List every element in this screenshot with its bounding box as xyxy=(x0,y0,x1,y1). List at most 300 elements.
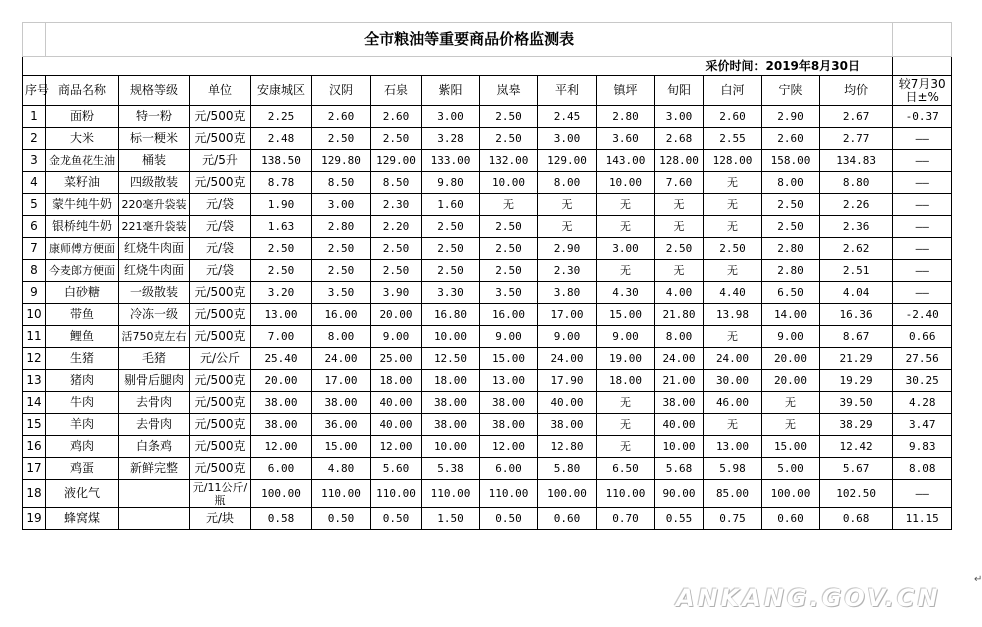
change-percent-cell: —— xyxy=(893,150,952,172)
price-cell: 36.00 xyxy=(312,414,371,436)
row-number-cell: 19 xyxy=(23,508,46,530)
change-percent-cell: —— xyxy=(893,260,952,282)
return-mark: ↵ xyxy=(974,574,982,585)
collection-date: 采价时间：2019年8月30日 xyxy=(704,57,893,76)
product-name-cell: 菜籽油 xyxy=(46,172,119,194)
price-cell: 1.60 xyxy=(422,194,480,216)
price-cell: 10.00 xyxy=(422,326,480,348)
row-number-cell: 13 xyxy=(23,370,46,392)
table-row xyxy=(23,150,952,172)
price-cell: 18.00 xyxy=(597,370,655,392)
change-percent-cell: 30.25 xyxy=(893,370,952,392)
price-cell: 15.00 xyxy=(312,436,371,458)
price-cell: 0.50 xyxy=(371,508,422,530)
row-number-cell: 2 xyxy=(23,128,46,150)
header-cell: 岚皋 xyxy=(480,76,538,106)
average-price-cell: 39.50 xyxy=(820,392,893,414)
price-cell: 129.00 xyxy=(371,150,422,172)
price-cell: 18.00 xyxy=(422,370,480,392)
header-row xyxy=(23,76,952,106)
price-cell: 2.48 xyxy=(251,128,312,150)
header-cell: 紫阳 xyxy=(422,76,480,106)
price-cell: 3.00 xyxy=(312,194,371,216)
product-name-cell: 蜂窝煤 xyxy=(46,508,119,530)
price-cell: 8.78 xyxy=(251,172,312,194)
average-price-cell: 2.77 xyxy=(820,128,893,150)
table-row xyxy=(23,480,952,508)
price-cell: 38.00 xyxy=(480,414,538,436)
price-cell: 2.50 xyxy=(762,216,820,238)
price-cell: 40.00 xyxy=(655,414,704,436)
price-cell: 1.90 xyxy=(251,194,312,216)
spec-cell: 去骨肉 xyxy=(119,392,190,414)
price-cell: 38.00 xyxy=(422,392,480,414)
price-cell: 38.00 xyxy=(480,392,538,414)
price-cell: 12.00 xyxy=(371,436,422,458)
price-cell: 6.00 xyxy=(480,458,538,480)
product-name-cell: 康师傅方便面 xyxy=(46,238,119,260)
price-cell: 8.50 xyxy=(371,172,422,194)
row-number-cell: 12 xyxy=(23,348,46,370)
price-cell: 8.00 xyxy=(655,326,704,348)
unit-cell: 元/500克 xyxy=(190,282,251,304)
site-watermark: ANKANG.GOV.CN xyxy=(676,584,941,612)
unit-cell: 元/500克 xyxy=(190,458,251,480)
price-cell: 2.50 xyxy=(480,260,538,282)
price-cell: 5.38 xyxy=(422,458,480,480)
price-cell: 2.50 xyxy=(480,106,538,128)
price-cell: 7.60 xyxy=(655,172,704,194)
price-cell: 13.00 xyxy=(704,436,762,458)
product-name-cell: 今麦郎方便面 xyxy=(46,260,119,282)
unit-cell: 元/公斤 xyxy=(190,348,251,370)
spec-cell: 桶装 xyxy=(119,150,190,172)
price-cell: 9.00 xyxy=(762,326,820,348)
price-cell: 110.00 xyxy=(371,480,422,508)
change-percent-cell: 0.66 xyxy=(893,326,952,348)
row-number-cell: 17 xyxy=(23,458,46,480)
unit-cell: 元/5升 xyxy=(190,150,251,172)
price-cell: 2.60 xyxy=(371,106,422,128)
header-cell: 石泉 xyxy=(371,76,422,106)
change-percent-cell: —— xyxy=(893,128,952,150)
price-cell: 17.00 xyxy=(312,370,371,392)
price-cell: 38.00 xyxy=(251,414,312,436)
price-cell: 0.75 xyxy=(704,508,762,530)
spec-cell: 活750克左右 xyxy=(119,326,190,348)
price-cell: 2.50 xyxy=(371,260,422,282)
average-price-cell: 16.36 xyxy=(820,304,893,326)
average-price-cell: 2.62 xyxy=(820,238,893,260)
price-cell: 9.00 xyxy=(597,326,655,348)
change-percent-cell: -0.37 xyxy=(893,106,952,128)
price-cell: 24.00 xyxy=(312,348,371,370)
price-cell: 12.80 xyxy=(538,436,597,458)
unit-cell: 元/500克 xyxy=(190,106,251,128)
unit-cell: 元/500克 xyxy=(190,370,251,392)
header-cell: 序号 xyxy=(23,76,46,106)
price-cell: 90.00 xyxy=(655,480,704,508)
unit-cell: 元/袋 xyxy=(190,238,251,260)
price-cell: 2.80 xyxy=(312,216,371,238)
spec-cell: 新鲜完整 xyxy=(119,458,190,480)
price-cell: 9.00 xyxy=(480,326,538,348)
average-price-cell: 19.29 xyxy=(820,370,893,392)
row-number-cell: 5 xyxy=(23,194,46,216)
price-cell: 133.00 xyxy=(422,150,480,172)
price-cell: 10.00 xyxy=(597,172,655,194)
price-cell: 110.00 xyxy=(312,480,371,508)
price-cell: 2.50 xyxy=(480,238,538,260)
price-cell: 2.60 xyxy=(704,106,762,128)
price-cell: 3.80 xyxy=(538,282,597,304)
price-cell: 3.00 xyxy=(655,106,704,128)
price-cell: 20.00 xyxy=(371,304,422,326)
price-cell: 158.00 xyxy=(762,150,820,172)
table-row xyxy=(23,260,952,282)
average-price-cell: 2.36 xyxy=(820,216,893,238)
header-cell: 白河 xyxy=(704,76,762,106)
average-price-cell: 8.80 xyxy=(820,172,893,194)
spec-cell: 220毫升袋装 xyxy=(119,194,190,216)
price-cell: 21.80 xyxy=(655,304,704,326)
price-cell: 0.55 xyxy=(655,508,704,530)
price-cell: 25.00 xyxy=(371,348,422,370)
price-cell: 12.00 xyxy=(480,436,538,458)
product-name-cell: 鸡蛋 xyxy=(46,458,119,480)
price-cell: 2.50 xyxy=(251,238,312,260)
price-cell: 128.00 xyxy=(655,150,704,172)
price-cell: 4.80 xyxy=(312,458,371,480)
price-cell: 38.00 xyxy=(538,414,597,436)
spec-cell xyxy=(119,508,190,530)
table-row xyxy=(23,194,952,216)
price-cell: 38.00 xyxy=(655,392,704,414)
header-cell: 宁陕 xyxy=(762,76,820,106)
unit-cell: 元/11公斤/瓶 xyxy=(190,480,251,508)
price-cell: 6.50 xyxy=(597,458,655,480)
price-cell: 2.20 xyxy=(371,216,422,238)
price-cell: 19.00 xyxy=(597,348,655,370)
price-cell: 2.50 xyxy=(312,238,371,260)
price-cell: 3.50 xyxy=(480,282,538,304)
price-cell: 1.50 xyxy=(422,508,480,530)
price-cell: 129.80 xyxy=(312,150,371,172)
price-cell: 2.80 xyxy=(597,106,655,128)
average-price-cell: 2.51 xyxy=(820,260,893,282)
price-cell: 40.00 xyxy=(538,392,597,414)
price-cell: 0.60 xyxy=(538,508,597,530)
date-blank xyxy=(23,57,704,76)
price-cell: 0.70 xyxy=(597,508,655,530)
average-price-cell: 2.67 xyxy=(820,106,893,128)
header-cell: 较7月30日±% xyxy=(893,76,952,106)
price-cell: 2.80 xyxy=(762,260,820,282)
table-row xyxy=(23,414,952,436)
price-cell: 0.50 xyxy=(312,508,371,530)
price-cell: 2.50 xyxy=(371,238,422,260)
price-cell: 3.50 xyxy=(312,282,371,304)
price-cell: 110.00 xyxy=(422,480,480,508)
header-cell: 商品名称 xyxy=(46,76,119,106)
row-number-cell: 7 xyxy=(23,238,46,260)
row-number-cell: 9 xyxy=(23,282,46,304)
table-row xyxy=(23,392,952,414)
price-cell: 100.00 xyxy=(251,480,312,508)
price-table xyxy=(22,22,952,530)
header-cell: 均价 xyxy=(820,76,893,106)
table-row xyxy=(23,304,952,326)
price-cell: 无 xyxy=(655,194,704,216)
spec-cell: 白条鸡 xyxy=(119,436,190,458)
change-percent-cell: 27.56 xyxy=(893,348,952,370)
table-row xyxy=(23,458,952,480)
price-cell: 无 xyxy=(538,216,597,238)
unit-cell: 元/500克 xyxy=(190,172,251,194)
price-cell: 2.50 xyxy=(312,128,371,150)
price-cell: 8.00 xyxy=(538,172,597,194)
price-cell: 4.40 xyxy=(704,282,762,304)
price-cell: 6.50 xyxy=(762,282,820,304)
price-cell: 8.00 xyxy=(762,172,820,194)
price-cell: 38.00 xyxy=(422,414,480,436)
price-cell: 无 xyxy=(704,260,762,282)
average-price-cell: 5.67 xyxy=(820,458,893,480)
title-right-edge xyxy=(893,23,952,57)
row-number-cell: 3 xyxy=(23,150,46,172)
price-cell: 0.50 xyxy=(480,508,538,530)
price-cell: 17.00 xyxy=(538,304,597,326)
change-percent-cell: —— xyxy=(893,194,952,216)
unit-cell: 元/袋 xyxy=(190,216,251,238)
row-number-cell: 4 xyxy=(23,172,46,194)
price-cell: 无 xyxy=(762,392,820,414)
table-row xyxy=(23,508,952,530)
date-right-cell xyxy=(893,57,952,76)
price-cell: 无 xyxy=(597,216,655,238)
price-cell: 无 xyxy=(704,326,762,348)
price-cell: 38.00 xyxy=(312,392,371,414)
price-cell: 无 xyxy=(480,194,538,216)
price-cell: 3.00 xyxy=(422,106,480,128)
price-cell: 24.00 xyxy=(704,348,762,370)
price-cell: 110.00 xyxy=(597,480,655,508)
product-name-cell: 牛肉 xyxy=(46,392,119,414)
price-cell: 无 xyxy=(597,436,655,458)
price-cell: 46.00 xyxy=(704,392,762,414)
spec-cell: 一级散装 xyxy=(119,282,190,304)
header-cell: 镇坪 xyxy=(597,76,655,106)
price-cell: 38.00 xyxy=(251,392,312,414)
average-price-cell: 2.26 xyxy=(820,194,893,216)
price-cell: 2.25 xyxy=(251,106,312,128)
change-percent-cell: —— xyxy=(893,216,952,238)
table-row xyxy=(23,348,952,370)
price-cell: 15.00 xyxy=(480,348,538,370)
price-cell: 10.00 xyxy=(480,172,538,194)
spec-cell: 221毫升袋装 xyxy=(119,216,190,238)
price-cell: 5.00 xyxy=(762,458,820,480)
price-cell: 3.00 xyxy=(538,128,597,150)
table-row xyxy=(23,370,952,392)
row-number-cell: 18 xyxy=(23,480,46,508)
price-cell: 无 xyxy=(597,414,655,436)
price-cell: 无 xyxy=(762,414,820,436)
price-cell: 2.50 xyxy=(480,216,538,238)
spec-cell: 四级散装 xyxy=(119,172,190,194)
price-cell: 3.00 xyxy=(597,238,655,260)
price-cell: 40.00 xyxy=(371,414,422,436)
price-cell: 无 xyxy=(704,194,762,216)
row-number-cell: 11 xyxy=(23,326,46,348)
unit-cell: 元/500克 xyxy=(190,392,251,414)
price-cell: 5.98 xyxy=(704,458,762,480)
price-cell: 2.60 xyxy=(762,128,820,150)
product-name-cell: 金龙鱼花生油 xyxy=(46,150,119,172)
price-cell: 12.50 xyxy=(422,348,480,370)
product-name-cell: 面粉 xyxy=(46,106,119,128)
header-cell: 平利 xyxy=(538,76,597,106)
price-cell: 5.60 xyxy=(371,458,422,480)
header-cell: 安康城区 xyxy=(251,76,312,106)
change-percent-cell: 11.15 xyxy=(893,508,952,530)
product-name-cell: 银桥纯牛奶 xyxy=(46,216,119,238)
average-price-cell: 4.04 xyxy=(820,282,893,304)
price-cell: 5.68 xyxy=(655,458,704,480)
price-cell: 2.90 xyxy=(538,238,597,260)
price-cell: 16.80 xyxy=(422,304,480,326)
price-cell: 2.50 xyxy=(422,260,480,282)
price-cell: 20.00 xyxy=(762,348,820,370)
average-price-cell: 8.67 xyxy=(820,326,893,348)
price-cell: 16.00 xyxy=(312,304,371,326)
price-cell: 3.30 xyxy=(422,282,480,304)
change-percent-cell: —— xyxy=(893,282,952,304)
price-cell: 2.50 xyxy=(480,128,538,150)
price-cell: 1.63 xyxy=(251,216,312,238)
product-name-cell: 液化气 xyxy=(46,480,119,508)
price-cell: 9.00 xyxy=(371,326,422,348)
table-row xyxy=(23,128,952,150)
price-cell: 2.50 xyxy=(312,260,371,282)
price-cell: 15.00 xyxy=(597,304,655,326)
row-number-cell: 16 xyxy=(23,436,46,458)
price-cell: 30.00 xyxy=(704,370,762,392)
title-left-edge xyxy=(23,23,46,57)
price-cell: 15.00 xyxy=(762,436,820,458)
price-cell: 100.00 xyxy=(538,480,597,508)
price-cell: 10.00 xyxy=(422,436,480,458)
spec-cell: 毛猪 xyxy=(119,348,190,370)
product-name-cell: 蒙牛纯牛奶 xyxy=(46,194,119,216)
price-cell: 20.00 xyxy=(251,370,312,392)
price-cell: 2.30 xyxy=(538,260,597,282)
table-row xyxy=(23,282,952,304)
header-cell: 汉阴 xyxy=(312,76,371,106)
product-name-cell: 猪肉 xyxy=(46,370,119,392)
change-percent-cell: —— xyxy=(893,480,952,508)
change-percent-cell: —— xyxy=(893,172,952,194)
unit-cell: 元/500克 xyxy=(190,326,251,348)
price-cell: 2.80 xyxy=(762,238,820,260)
product-name-cell: 羊肉 xyxy=(46,414,119,436)
price-cell: 0.60 xyxy=(762,508,820,530)
average-price-cell: 134.83 xyxy=(820,150,893,172)
price-cell: 110.00 xyxy=(480,480,538,508)
table-row xyxy=(23,326,952,348)
row-number-cell: 8 xyxy=(23,260,46,282)
price-cell: 2.68 xyxy=(655,128,704,150)
change-percent-cell: 4.28 xyxy=(893,392,952,414)
change-percent-cell: 8.08 xyxy=(893,458,952,480)
price-cell: 0.58 xyxy=(251,508,312,530)
unit-cell: 元/袋 xyxy=(190,194,251,216)
unit-cell: 元/袋 xyxy=(190,260,251,282)
unit-cell: 元/块 xyxy=(190,508,251,530)
row-number-cell: 6 xyxy=(23,216,46,238)
spec-cell: 标一粳米 xyxy=(119,128,190,150)
price-cell: 无 xyxy=(704,216,762,238)
price-cell: 13.00 xyxy=(251,304,312,326)
price-cell: 2.55 xyxy=(704,128,762,150)
price-cell: 无 xyxy=(597,260,655,282)
price-cell: 3.90 xyxy=(371,282,422,304)
price-cell: 132.00 xyxy=(480,150,538,172)
price-cell: 13.98 xyxy=(704,304,762,326)
header-cell: 旬阳 xyxy=(655,76,704,106)
price-cell: 8.50 xyxy=(312,172,371,194)
change-percent-cell: 3.47 xyxy=(893,414,952,436)
price-cell: 4.30 xyxy=(597,282,655,304)
price-cell: 2.90 xyxy=(762,106,820,128)
price-cell: 无 xyxy=(655,216,704,238)
price-cell: 16.00 xyxy=(480,304,538,326)
price-cell: 40.00 xyxy=(371,392,422,414)
price-cell: 2.50 xyxy=(762,194,820,216)
price-cell: 143.00 xyxy=(597,150,655,172)
price-cell: 100.00 xyxy=(762,480,820,508)
price-cell: 129.00 xyxy=(538,150,597,172)
table-title: 全市粮油等重要商品价格监测表 xyxy=(46,23,893,57)
price-cell: 无 xyxy=(704,414,762,436)
average-price-cell: 38.29 xyxy=(820,414,893,436)
change-percent-cell: 9.83 xyxy=(893,436,952,458)
unit-cell: 元/500克 xyxy=(190,436,251,458)
price-cell: 9.80 xyxy=(422,172,480,194)
unit-cell: 元/500克 xyxy=(190,414,251,436)
price-cell: 7.00 xyxy=(251,326,312,348)
price-cell: 2.50 xyxy=(251,260,312,282)
price-cell: 2.50 xyxy=(371,128,422,150)
unit-cell: 元/500克 xyxy=(190,128,251,150)
price-table-sheet xyxy=(22,22,982,585)
product-name-cell: 带鱼 xyxy=(46,304,119,326)
table-row xyxy=(23,238,952,260)
price-cell: 2.50 xyxy=(422,238,480,260)
spec-cell xyxy=(119,480,190,508)
price-cell: 24.00 xyxy=(538,348,597,370)
spec-cell: 剔骨后腿肉 xyxy=(119,370,190,392)
price-cell: 3.20 xyxy=(251,282,312,304)
product-name-cell: 生猪 xyxy=(46,348,119,370)
product-name-cell: 鲤鱼 xyxy=(46,326,119,348)
table-row xyxy=(23,172,952,194)
price-cell: 13.00 xyxy=(480,370,538,392)
price-cell: 8.00 xyxy=(312,326,371,348)
price-cell: 14.00 xyxy=(762,304,820,326)
price-cell: 3.60 xyxy=(597,128,655,150)
table-row xyxy=(23,106,952,128)
